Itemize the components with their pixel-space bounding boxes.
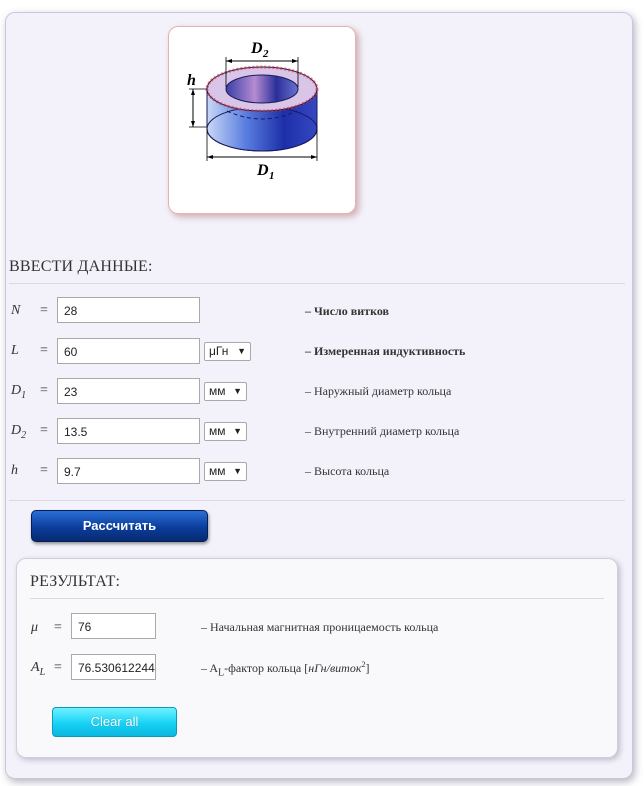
divider xyxy=(9,283,625,284)
turns-input[interactable]: 28 xyxy=(57,297,200,323)
outer-diameter-unit-select[interactable] xyxy=(204,382,247,401)
h-equals: = xyxy=(40,463,48,478)
toroid-diagram xyxy=(168,26,356,214)
inductance-input[interactable]: 60 xyxy=(57,338,200,364)
chevron-down-icon: ▼ xyxy=(233,386,242,396)
outer-diameter-unit-value: мм xyxy=(209,384,226,398)
divider xyxy=(9,500,625,501)
inner-diameter-description: – Внутренний диаметр кольца xyxy=(305,424,460,438)
height-input[interactable]: 9.7 xyxy=(57,458,200,484)
chevron-down-icon: ▼ xyxy=(233,466,242,476)
inductance-unit-value: μГн xyxy=(209,344,229,358)
toroid-drawing xyxy=(169,27,355,213)
d2-subscript: 2 xyxy=(263,48,269,60)
turns-description: – Число витков xyxy=(305,304,390,318)
d2-field-label: $D_2$ xyxy=(11,423,27,441)
h-label: h xyxy=(187,72,196,89)
n-label: N xyxy=(11,303,21,318)
height-description: – Высота кольца xyxy=(305,464,390,478)
d2-equals: = xyxy=(40,423,48,438)
d1-equals: = xyxy=(40,383,48,398)
mu-equals: = xyxy=(54,620,62,635)
d1-field-label: $D_1$ xyxy=(11,383,27,401)
al-equals: = xyxy=(54,660,62,675)
inductance-description: – Измеренная индуктивность xyxy=(305,344,466,358)
chevron-down-icon: ▼ xyxy=(237,346,246,356)
h-field-label: h xyxy=(11,463,18,478)
inner-diameter-unit-value: мм xyxy=(209,424,226,438)
chevron-down-icon: ▼ xyxy=(233,426,242,436)
height-unit-select[interactable] xyxy=(204,462,247,481)
n-equals: = xyxy=(40,303,48,318)
d2-label: D xyxy=(251,40,263,57)
mu-label: μ xyxy=(31,620,39,635)
divider xyxy=(30,598,604,599)
clear-all-button[interactable]: Clear all xyxy=(52,707,177,737)
al-label: $A_L$ xyxy=(31,660,46,678)
al-factor-output[interactable]: 76.530612244 xyxy=(71,654,156,680)
d1-label: D xyxy=(257,162,269,179)
l-label: L xyxy=(11,343,19,358)
calculate-button[interactable]: Рассчитать xyxy=(31,510,208,542)
outer-diameter-description: – Наружный диаметр кольца xyxy=(305,384,452,398)
l-equals: = xyxy=(40,343,48,358)
al-factor-description: – $A_L$-фактор кольца [нГн/виток$^2$] xyxy=(201,660,370,679)
inductance-unit-select[interactable] xyxy=(204,342,251,361)
input-section-title: ВВЕСТИ ДАННЫЕ: xyxy=(9,258,153,275)
d1-subscript: 1 xyxy=(269,170,275,182)
permeability-output[interactable]: 76 xyxy=(71,613,156,639)
permeability-description: – Начальная магнитная проницаемость кольца xyxy=(201,620,439,634)
height-unit-value: мм xyxy=(209,464,226,478)
outer-diameter-input[interactable]: 23 xyxy=(57,378,200,404)
inner-diameter-unit-select[interactable] xyxy=(204,422,247,441)
inner-diameter-input[interactable]: 13.5 xyxy=(57,418,200,444)
result-section-title: РЕЗУЛЬТАТ: xyxy=(30,573,121,590)
